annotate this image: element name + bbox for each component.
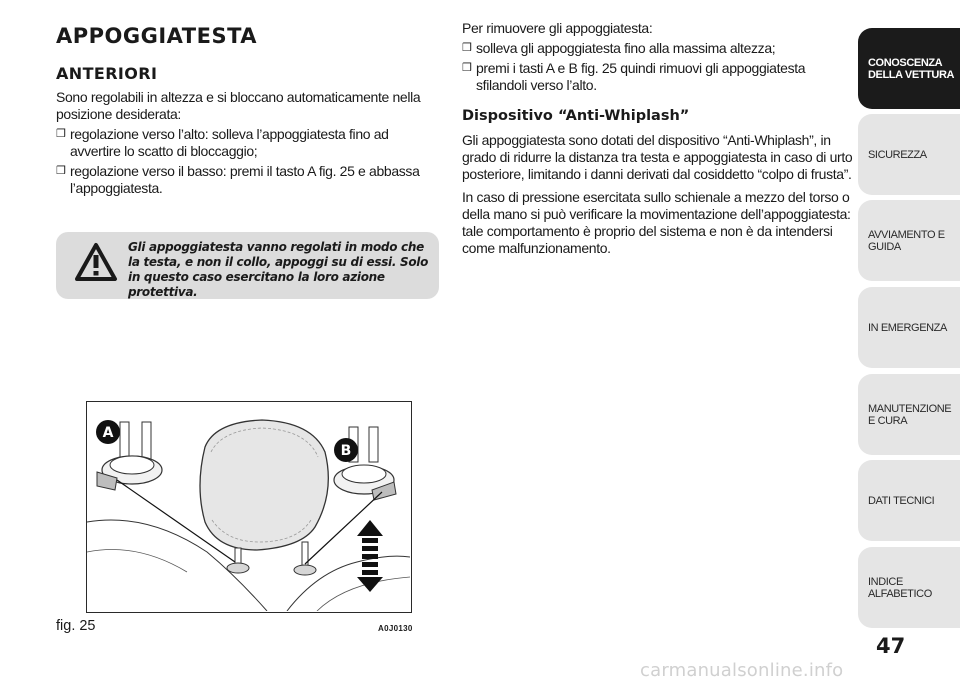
list-item-text: regolazione verso l’alto: solleva l’appoggiatesta fino ad avvertire lo scatto di bloccaggio; bbox=[70, 126, 389, 159]
left-column bbox=[56, 18, 440, 197]
list-item-text: premi i tasti A e B fig. 25 quindi rimuovi gli appoggiatesta sfilandoli verso l’alto. bbox=[476, 60, 806, 93]
page-number: 47 bbox=[876, 634, 906, 658]
tab-label: MANUTENZIONE E CURA bbox=[868, 402, 952, 427]
anti-whiplash-paragraph-2: In caso di pressione esercitata sullo schienale a mezzo del torso o della mano si può verificare la movimentazione dell’appoggiatesta: tale comportamento è proprio del sistema e non è da intendersi come malfunzionamento. bbox=[462, 189, 851, 256]
anti-whiplash-heading: Dispositivo “Anti-Whiplash” bbox=[462, 108, 690, 124]
tab-in-emergenza[interactable] bbox=[858, 287, 960, 368]
tab-indice-alfabetico[interactable] bbox=[858, 547, 960, 628]
warning-triangle-icon bbox=[74, 242, 118, 282]
section-title: APPOGGIATESTA bbox=[56, 24, 258, 48]
headrest-drawing bbox=[87, 402, 410, 611]
list-item bbox=[56, 126, 440, 160]
figure-caption: fig. 25 bbox=[56, 618, 96, 634]
list-item bbox=[56, 163, 440, 197]
label-a-text: A bbox=[102, 425, 114, 441]
tab-avviamento-e-guida[interactable] bbox=[858, 200, 960, 281]
right-column bbox=[462, 20, 854, 257]
tab-label: DATI TECNICI bbox=[868, 494, 935, 507]
tab-label: SICUREZZA bbox=[868, 148, 927, 161]
warning-text: Gli appoggiatesta vanno regolati in modo che la testa, e non il collo, appoggi su di essi. Solo in questo caso esercitano la loro azione protettiva. bbox=[128, 240, 429, 299]
section-subtitle: ANTERIORI bbox=[56, 64, 158, 83]
label-b-text: B bbox=[340, 443, 352, 459]
checkbox-bullet-icon: ❒ bbox=[462, 62, 472, 74]
tab-label: IN EMERGENZA bbox=[868, 321, 947, 334]
checkbox-bullet-icon: ❒ bbox=[56, 128, 66, 140]
tab-dati-tecnici[interactable] bbox=[858, 460, 960, 541]
list-item-text: solleva gli appoggiatesta fino alla massima altezza; bbox=[476, 40, 776, 56]
warning-box bbox=[56, 232, 439, 299]
checkbox-bullet-icon: ❒ bbox=[56, 165, 66, 177]
anti-whiplash-paragraph-1: Gli appoggiatesta sono dotati del dispositivo “Anti-Whiplash”, in grado di ridurre la distanza tra testa e appoggiatesta in caso di urto posteriore, limitando i danni derivati dal cosiddetto “colpo di frusta”. bbox=[462, 132, 853, 182]
removal-intro: Per rimuovere gli appoggiatesta: bbox=[462, 20, 653, 36]
list-item bbox=[462, 40, 854, 57]
figure-code: A0J0130 bbox=[378, 624, 413, 633]
tab-label: AVVIAMENTO E GUIDA bbox=[868, 228, 945, 253]
tab-conoscenza-della-vettura[interactable] bbox=[858, 28, 960, 109]
watermark-url: carmanualsonline.info bbox=[640, 660, 844, 681]
intro-paragraph: Sono regolabili in altezza e si bloccano automaticamente nella posizione desiderata: bbox=[56, 89, 421, 122]
tab-label: INDICE ALFABETICO bbox=[868, 575, 932, 600]
list-item-text: regolazione verso il basso: premi il tasto A fig. 25 e abbassa l’appoggiatesta. bbox=[70, 163, 420, 196]
list-item bbox=[462, 60, 854, 94]
chapter-sidebar bbox=[858, 0, 960, 686]
tab-label: CONOSCENZA DELLA VETTURA bbox=[868, 56, 955, 81]
tab-sicurezza[interactable] bbox=[858, 114, 960, 195]
checkbox-bullet-icon: ❒ bbox=[462, 42, 472, 54]
headrest-illustration bbox=[86, 401, 412, 613]
tab-manutenzione-e-cura[interactable] bbox=[858, 374, 960, 455]
